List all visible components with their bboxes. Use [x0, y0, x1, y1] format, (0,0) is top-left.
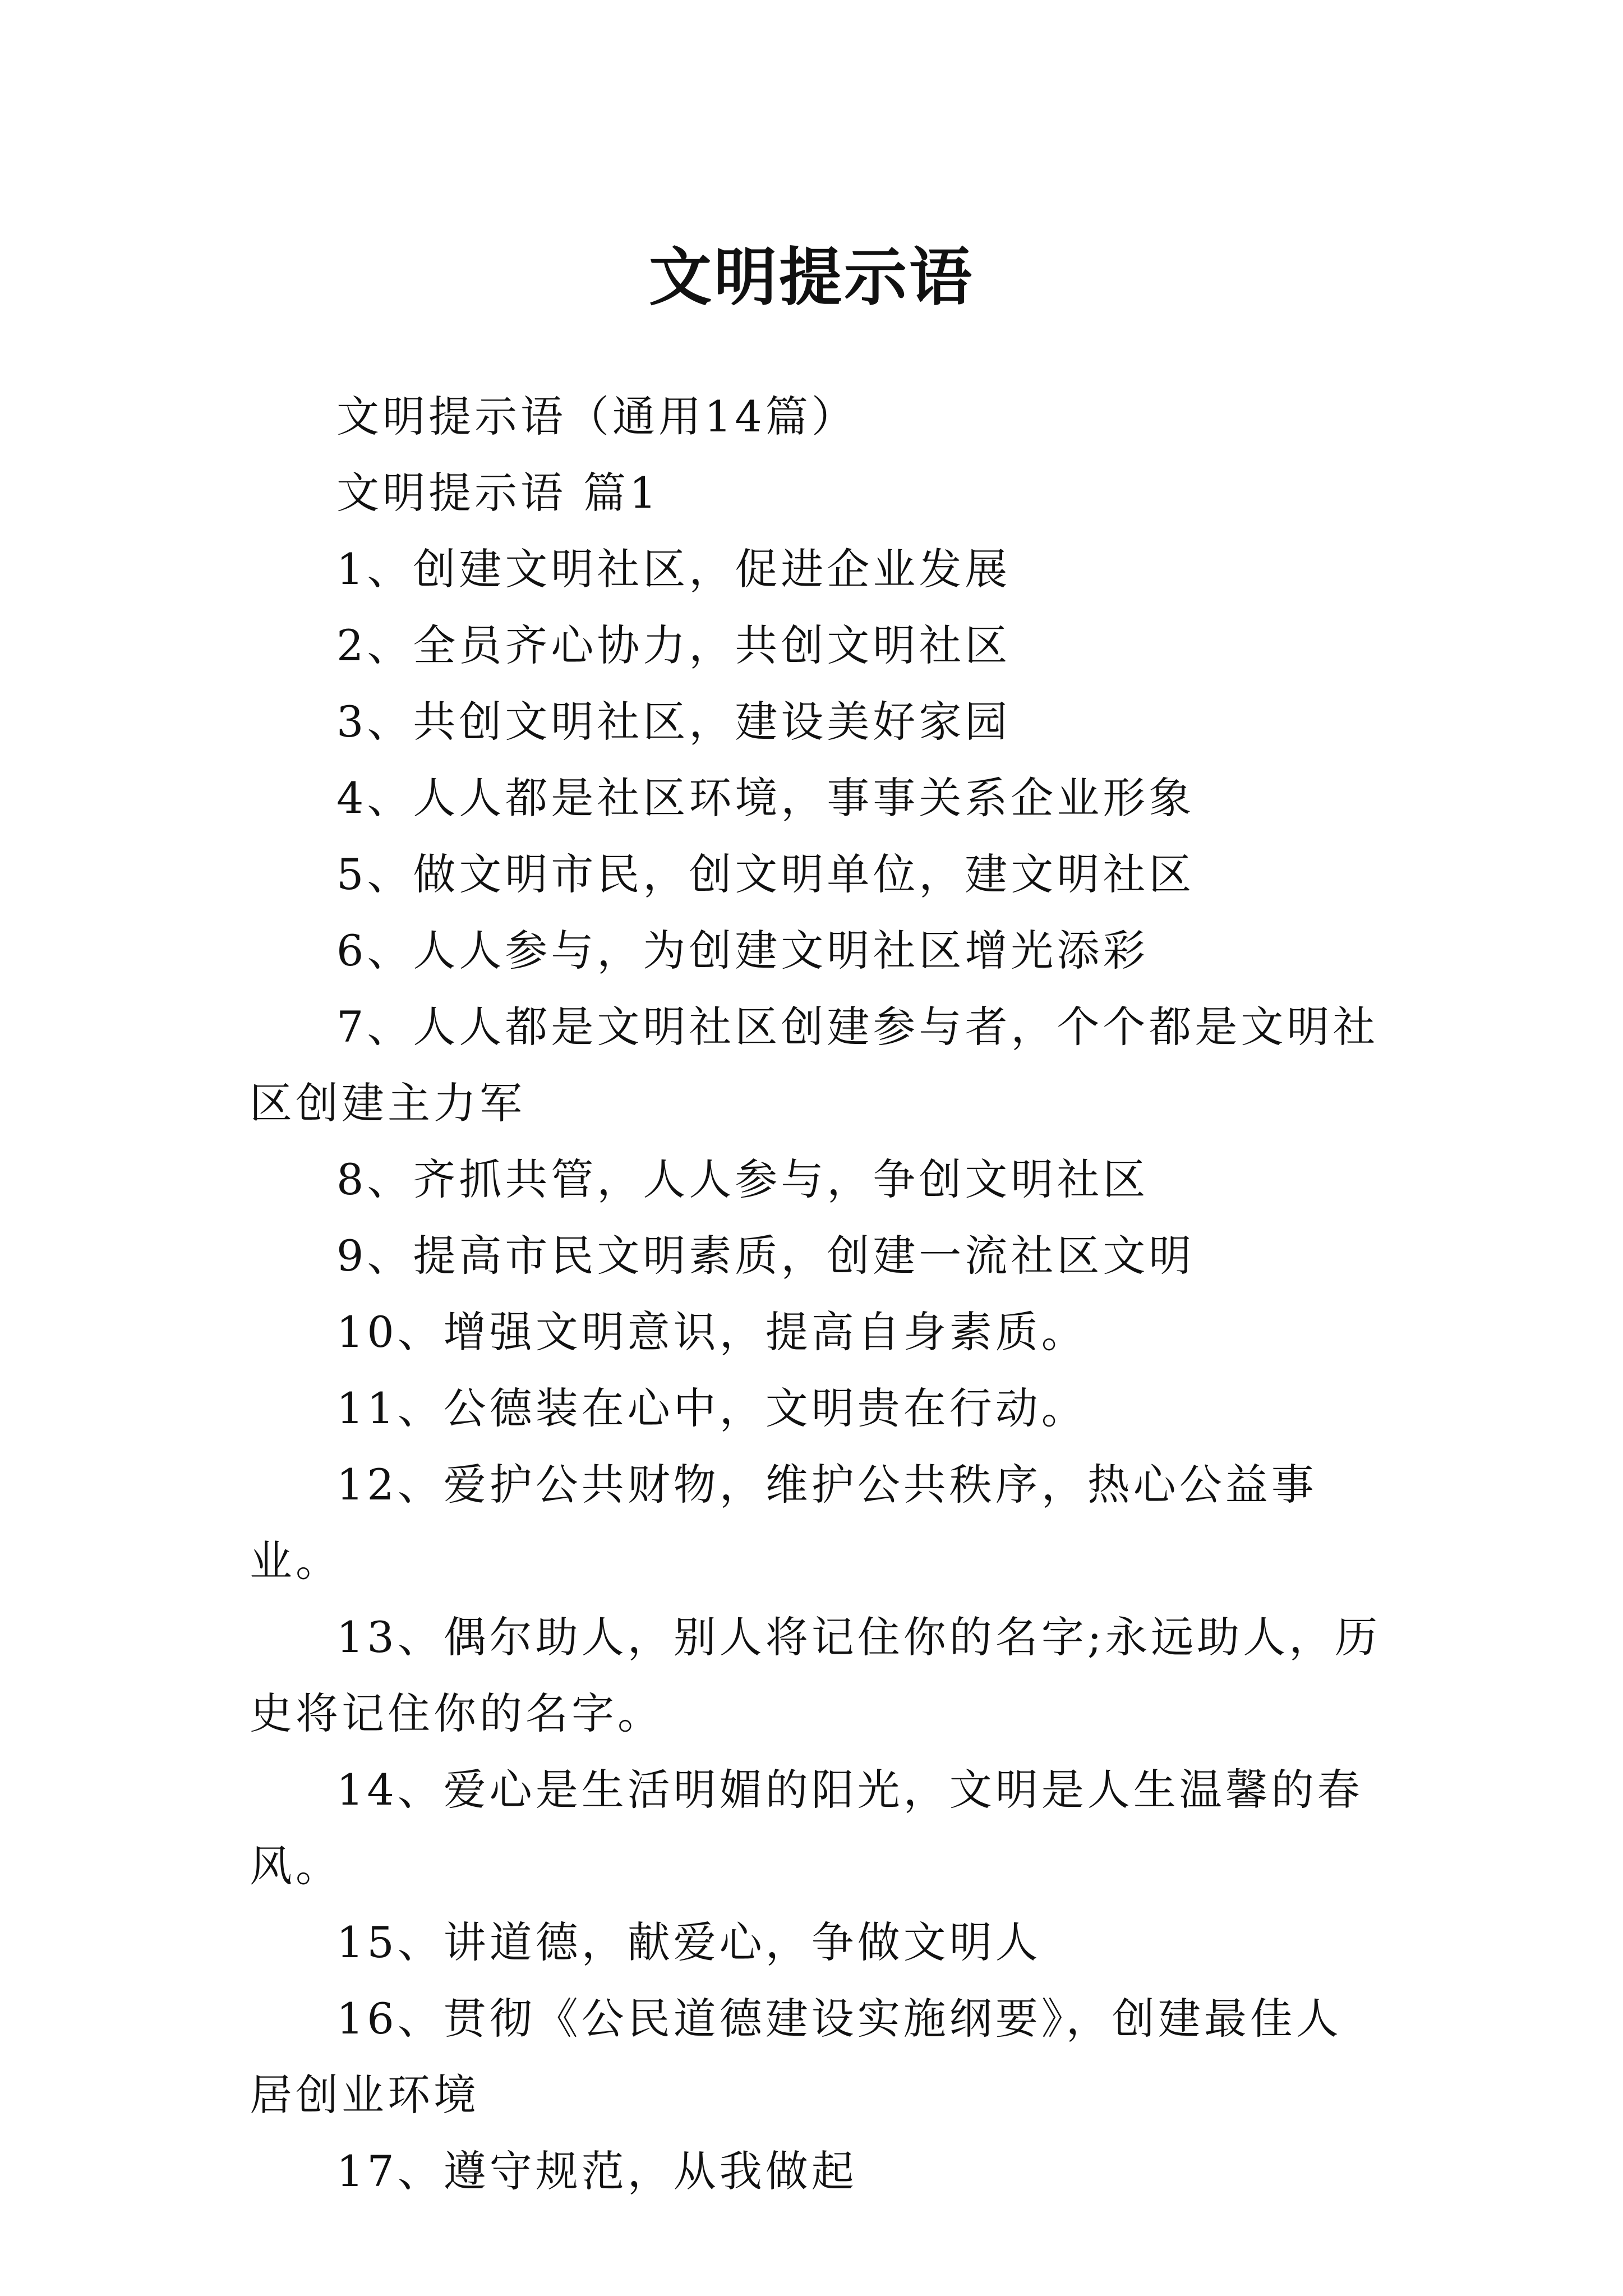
paragraph-item: 14、爱心是生活明媚的阳光，文明是人生温馨的春风。	[250, 1765, 1363, 1891]
paragraph-subtitle: 文明提示语（通用14篇）	[336, 392, 857, 441]
paragraph-item: 2、全员齐心协力，共创文明社区	[336, 620, 1011, 670]
paragraph-item: 11、公德装在心中，文明贵在行动。	[336, 1383, 1087, 1433]
paragraph-item: 4、人人都是社区环境，事事关系企业形象	[336, 773, 1195, 823]
paragraph-item: 9、提高市民文明素质，创建一流社区文明	[336, 1231, 1195, 1281]
paragraph-section-heading: 文明提示语 篇1	[336, 468, 660, 518]
paragraph-item: 17、遵守规范，从我做起	[336, 2146, 857, 2196]
paragraph-item: 15、讲道德，献爱心，争做文明人	[336, 1917, 1041, 1967]
document-title: 文明提示语	[649, 241, 974, 315]
paragraph-item: 3、共创文明社区，建设美好家园	[336, 697, 1011, 747]
paragraph-item: 6、人人参与，为创建文明社区增光添彩	[336, 926, 1149, 976]
document-body	[250, 379, 1382, 2210]
paragraph-item: 10、增强文明意识，提高自身素质。	[336, 1307, 1087, 1357]
paragraph-item: 13、偶尔助人，别人将记住你的名字;永远助人，历史将记住你的名字。	[250, 1612, 1381, 1738]
paragraph-item: 7、人人都是文明社区创建参与者，个个都是文明社区创建主力军	[250, 1002, 1379, 1128]
paragraph-item: 5、做文明市民，创文明单位，建文明社区	[336, 849, 1195, 899]
paragraph-item: 8、齐抓共管，人人参与，争创文明社区	[336, 1154, 1149, 1204]
paragraph-item: 16、贯彻《公民道德建设实施纲要》，创建最佳人居创业环境	[250, 1994, 1342, 2120]
paragraph-item: 1、创建文明社区，促进企业发展	[336, 544, 1011, 594]
paragraph-item: 12、爱护公共财物，维护公共秩序，热心公益事业。	[250, 1460, 1317, 1586]
